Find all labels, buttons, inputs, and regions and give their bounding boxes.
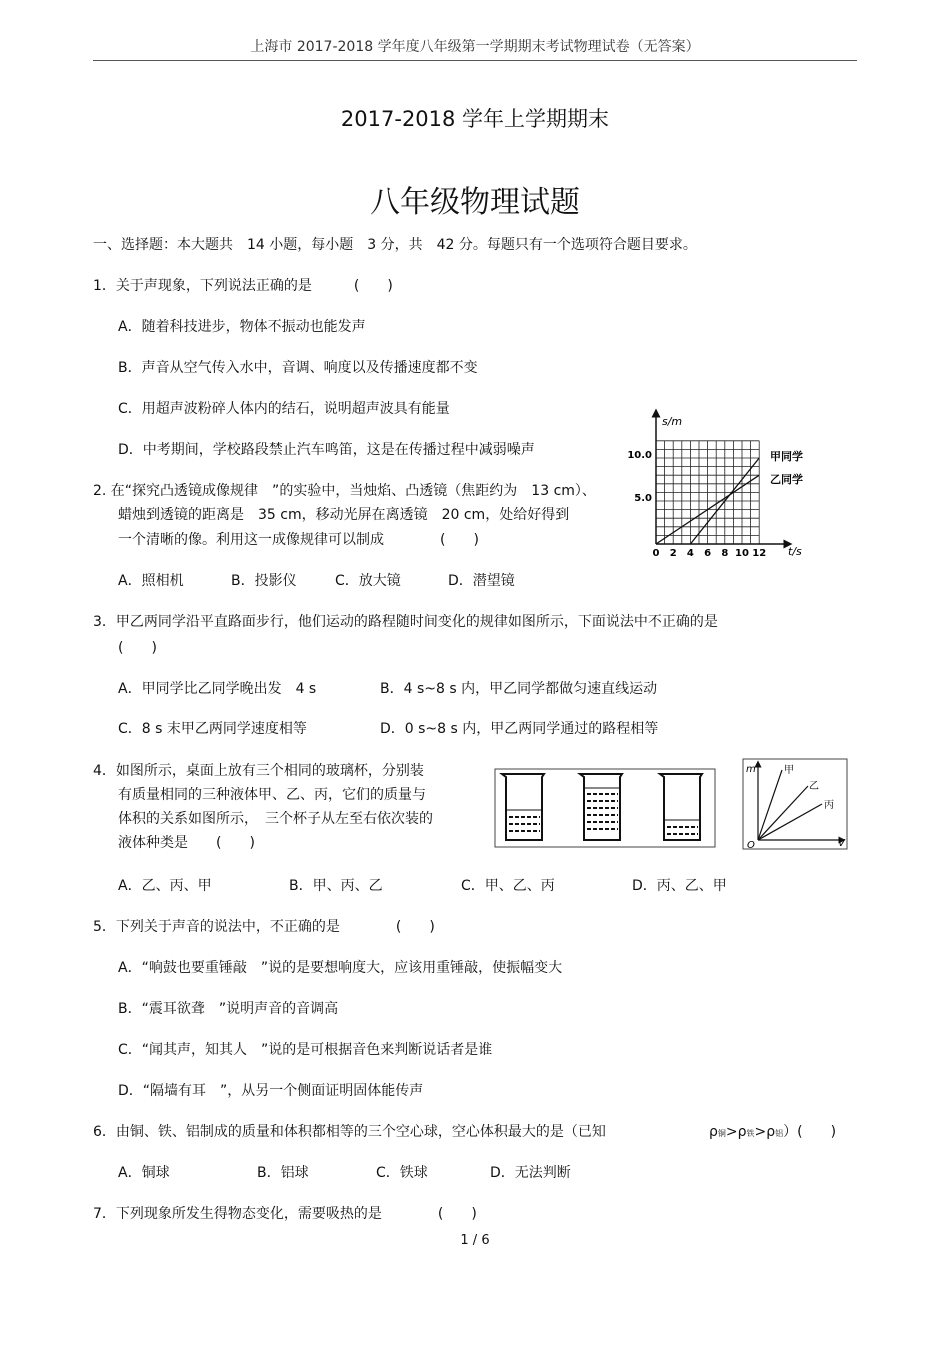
q4-line2: 有质量相同的三种液体甲、乙、丙，它们的质量与 xyxy=(118,787,426,803)
header-rule xyxy=(93,60,857,61)
distance-time-graph xyxy=(622,405,812,563)
y-tick-5: 5.0 xyxy=(634,493,652,504)
density-relation: ρ铜>ρ铁>ρ铝）( ) xyxy=(709,1124,837,1140)
q2-line1: 2. 在“探究凸透镜成像规律 ”的实验中，当烛焰、凸透镜（焦距约为 13 cm）、 xyxy=(93,483,596,499)
q5-option-c: C．“闻其声，知其人 ”说的是可根据音色来判断说话者是谁 xyxy=(118,1042,493,1058)
x-tick-label: 2 xyxy=(669,548,677,559)
series-label-yi: 乙同学 xyxy=(770,473,803,486)
q5-option-a: A．“响鼓也要重锤敲 ”说的是要想响度大，应该用重锤敲，使振幅变大 xyxy=(118,960,563,976)
x-tick-labels xyxy=(653,548,767,559)
q2-option-c: C．放大镜 xyxy=(335,573,401,589)
beaker-right xyxy=(660,774,702,840)
x-tick-label: 6 xyxy=(704,548,712,559)
page-number: 1 / 6 xyxy=(460,1233,490,1248)
beaker-middle xyxy=(580,774,622,840)
m-axis-label: m xyxy=(746,764,756,775)
q3-option-d: D．0 s~8 s 内，甲乙两同学通过的路程相等 xyxy=(380,721,659,737)
exam-term-title: 2017-2018 学年上学期期末 xyxy=(340,107,610,131)
q3-line1: 3．甲乙两同学沿平直路面步行，他们运动的路程随时间变化的规律如图所示，下面说法中不正确的是 xyxy=(93,614,718,630)
x-tick-label: 10 xyxy=(735,548,749,559)
q4-line1: 4．如图所示，桌面上放有三个相同的玻璃杯，分别装 xyxy=(93,763,424,779)
x-tick-label: 0 xyxy=(652,548,660,559)
origin-label: O xyxy=(747,840,755,850)
q5-option-d: D．“隔墙有耳 ”，从另一个侧面证明固体能传声 xyxy=(118,1083,424,1099)
q1-option-d: D．中考期间，学校路段禁止汽车鸣笛，这是在传播过程中减弱噪声 xyxy=(118,442,535,458)
q6-option-c: C．铁球 xyxy=(376,1165,428,1181)
q3-option-a: A．甲同学比乙同学晚出发 4 s xyxy=(118,681,317,697)
q3-line2: ( ) xyxy=(118,640,157,656)
q6-stem: 6．由铜、铁、铝制成的质量和体积都相等的三个空心球，空心体积最大的是（已知 xyxy=(93,1124,606,1140)
q2-option-a: A．照相机 xyxy=(118,573,184,589)
q3-option-c: C．8 s 末甲乙两同学速度相等 xyxy=(118,721,307,737)
q5-stem: 5．下列关于声音的说法中，不正确的是 ( ) xyxy=(93,919,435,935)
q2-option-d: D．潜望镜 xyxy=(448,573,515,589)
q4-option-d: D．丙、乙、甲 xyxy=(632,878,727,894)
section-instructions: 一、选择题：本大题共 14 小题，每小题 3 分，共 42 分。每题只有一个选项符合题目要求。 xyxy=(93,237,697,253)
q4-option-a: A．乙、丙、甲 xyxy=(118,878,212,894)
q4-line3: 体积的关系如图所示， 三个杯子从左至右依次装的 xyxy=(118,811,433,827)
q7-stem: 7．下列现象所发生得物态变化，需要吸热的是 ( ) xyxy=(93,1206,477,1222)
x-axis-label: t/s xyxy=(788,545,802,558)
q1-option-b: B．声音从空气传入水中，音调、响度以及传播速度都不变 xyxy=(118,360,478,376)
q2-option-b: B．投影仪 xyxy=(231,573,297,589)
graph-grid xyxy=(656,441,759,544)
beaker-left xyxy=(502,774,544,840)
q1-option-a: A．随着科技进步，物体不振动也能发声 xyxy=(118,319,366,335)
q2-line2: 蜡烛到透镜的距离是 35 cm，移动光屏在离透镜 20 cm，处给好得到 xyxy=(118,507,570,523)
y-tick-10: 10.0 xyxy=(627,450,652,461)
line-jia xyxy=(758,770,782,840)
label-bing: 丙 xyxy=(824,800,834,811)
label-jia: 甲 xyxy=(784,765,794,776)
q4-option-b: B．甲、丙、乙 xyxy=(289,878,383,894)
three-beakers-figure xyxy=(494,768,716,848)
q1-option-c: C．用超声波粉碎人体内的结石，说明超声波具有能量 xyxy=(118,401,450,417)
q6-option-a: A．铜球 xyxy=(118,1165,170,1181)
series-label-jia: 甲同学 xyxy=(770,450,803,463)
q3-option-b: B．4 s~8 s 内，甲乙同学都做匀速直线运动 xyxy=(380,681,658,697)
x-tick-label: 8 xyxy=(721,548,729,559)
q4-option-c: C．甲、乙、丙 xyxy=(461,878,555,894)
q6-option-d: D．无法判断 xyxy=(490,1165,571,1181)
page-header: 上海市 2017-2018 学年度八年级第一学期期末考试物理试卷（无答案） xyxy=(250,39,700,55)
v-axis-label: V xyxy=(838,838,845,849)
mass-volume-graph xyxy=(742,758,848,850)
q4-line4: 液体种类是 ( ) xyxy=(118,835,255,851)
line-bing xyxy=(758,804,822,840)
x-tick-label: 4 xyxy=(686,548,694,559)
exam-title: 八年级物理试题 xyxy=(370,185,580,220)
q1-stem: 1．关于声现象，下列说法正确的是 ( ) xyxy=(93,278,393,294)
x-tick-label: 12 xyxy=(752,548,767,559)
q5-option-b: B．“震耳欲聋 ”说明声音的音调高 xyxy=(118,1001,339,1017)
q2-line3: 一个清晰的像。利用这一成像规律可以制成 ( ) xyxy=(118,532,479,548)
label-yi: 乙 xyxy=(809,781,819,792)
q6-option-b: B．铝球 xyxy=(257,1165,309,1181)
line-yi xyxy=(758,786,808,840)
y-axis-label: s/m xyxy=(662,415,683,428)
